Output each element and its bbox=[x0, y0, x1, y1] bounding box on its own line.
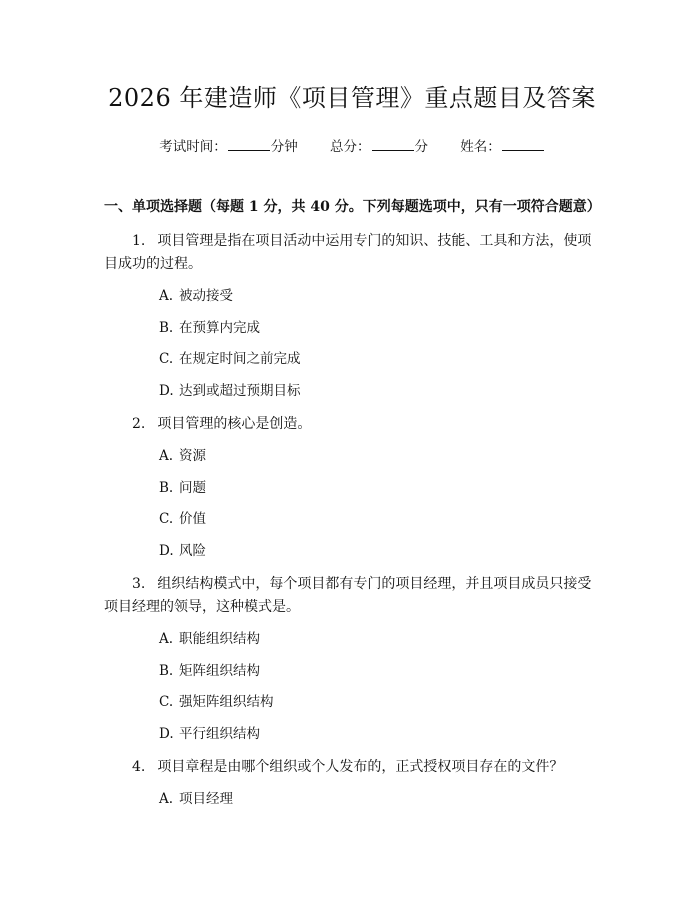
option-list bbox=[104, 629, 600, 745]
option-c bbox=[104, 509, 600, 531]
option-text: 平行组织结构 bbox=[179, 725, 260, 742]
option-a bbox=[104, 286, 600, 308]
option-b bbox=[104, 661, 600, 683]
question-stem bbox=[104, 413, 600, 436]
option-text: 在预算内完成 bbox=[179, 319, 260, 336]
exam-time-label: 考试时间： bbox=[159, 139, 227, 155]
option-text: 问题 bbox=[179, 479, 206, 496]
name-label: 姓名： bbox=[460, 139, 501, 155]
section-heading: 一、单项选择题（每题 1 分，共 40 分。下列每题选项中，只有一项符合题意） bbox=[104, 199, 601, 215]
option-text: 在规定时间之前完成 bbox=[179, 351, 301, 367]
exam-time-unit: 分钟 bbox=[270, 139, 298, 155]
option-letter: B. bbox=[159, 662, 174, 679]
total-score-field bbox=[330, 136, 428, 157]
question-1 bbox=[104, 230, 600, 402]
question-text: 项目管理的核心是创造。 bbox=[157, 416, 312, 432]
option-b bbox=[104, 318, 600, 340]
option-text: 强矩阵组织结构 bbox=[179, 694, 274, 710]
option-text: 达到或超过预期目标 bbox=[179, 382, 301, 399]
question-stem bbox=[104, 573, 600, 619]
question-3 bbox=[104, 573, 600, 745]
option-letter: A. bbox=[159, 288, 174, 304]
option-letter: B. bbox=[159, 479, 174, 496]
option-a bbox=[104, 789, 600, 811]
option-letter: C. bbox=[159, 511, 174, 527]
option-text: 价值 bbox=[179, 511, 206, 527]
option-list bbox=[104, 789, 600, 811]
name-blank bbox=[502, 136, 544, 151]
option-letter: D. bbox=[159, 725, 174, 742]
option-letter: A. bbox=[159, 631, 174, 647]
option-list bbox=[104, 446, 600, 562]
option-text: 风险 bbox=[179, 542, 206, 559]
question-stem bbox=[104, 756, 600, 779]
exam-time-blank bbox=[228, 136, 270, 151]
option-letter: C. bbox=[159, 351, 174, 367]
total-score-blank bbox=[372, 136, 414, 151]
option-letter: D. bbox=[159, 382, 174, 399]
option-a bbox=[104, 629, 600, 651]
option-letter: A. bbox=[159, 448, 174, 464]
name-field bbox=[460, 136, 545, 157]
question-list bbox=[104, 230, 600, 811]
option-letter: A. bbox=[159, 791, 174, 807]
option-letter: B. bbox=[159, 319, 174, 336]
option-c bbox=[104, 692, 600, 714]
option-text: 项目经理 bbox=[179, 791, 233, 807]
question-text: 项目管理是指在项目活动中运用专门的知识、技能、工具和方法，使项目成功的过程。 bbox=[104, 233, 592, 272]
option-b bbox=[104, 478, 600, 500]
option-a bbox=[104, 446, 600, 468]
total-score-unit: 分 bbox=[414, 139, 428, 155]
question-2 bbox=[104, 413, 600, 562]
document-title: 2026 年建造师《项目管理》重点题目及答案 bbox=[108, 84, 596, 112]
exam-time-field bbox=[159, 136, 298, 157]
question-text: 项目章程是由哪个组织或个人发布的，正式授权项目存在的文件？ bbox=[157, 759, 564, 775]
option-letter: D. bbox=[159, 542, 174, 559]
option-d bbox=[104, 381, 600, 403]
option-text: 被动接受 bbox=[179, 288, 233, 304]
question-stem bbox=[104, 230, 600, 276]
option-d bbox=[104, 724, 600, 746]
option-list bbox=[104, 286, 600, 402]
option-text: 矩阵组织结构 bbox=[179, 662, 260, 679]
question-number: 1. bbox=[132, 233, 146, 249]
option-letter: C. bbox=[159, 694, 174, 710]
question-number: 3. bbox=[132, 576, 146, 592]
question-number: 4. bbox=[132, 759, 146, 775]
option-text: 职能组织结构 bbox=[179, 631, 260, 647]
question-text: 组织结构模式中，每个项目都有专门的项目经理，并且项目成员只接受项目经理的领导，这种模式是。 bbox=[104, 576, 592, 615]
option-c bbox=[104, 349, 600, 371]
option-d bbox=[104, 541, 600, 563]
exam-meta bbox=[104, 136, 600, 157]
option-text: 资源 bbox=[179, 448, 206, 464]
question-number: 2. bbox=[132, 416, 146, 432]
total-score-label: 总分： bbox=[330, 139, 371, 155]
question-4 bbox=[104, 756, 600, 811]
